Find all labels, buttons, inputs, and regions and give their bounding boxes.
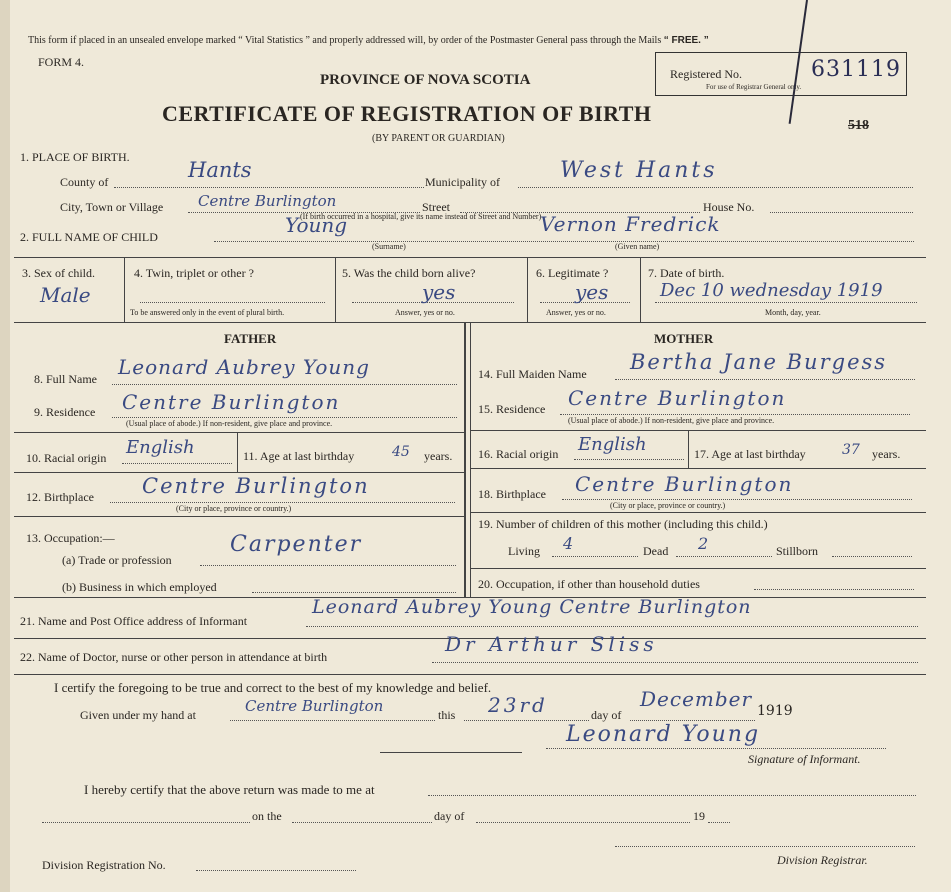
father-trade-label: (a) Trade or profession [62,553,172,567]
father-residence-value: Centre Burlington [122,390,341,414]
father-trade-line [200,565,456,566]
mother-rule-1 [470,430,926,431]
street-label: Street [422,200,450,214]
father-birthplace-line [110,502,455,503]
corner-mark: 518 [848,118,869,133]
county-label: County of [60,175,109,189]
sex-value: Male [40,283,91,307]
alive-label: 5. Was the child born alive? [342,266,476,280]
father-name-label: 8. Full Name [34,372,97,386]
mother-years: years. [872,447,901,461]
mother-living-value: 4 [563,534,574,553]
certify-text: I certify the foregoing to be true and correct to the best of my knowledge and belief. [54,680,492,695]
seal-line [380,752,522,753]
return-day-of-label: day of [434,809,465,823]
mother-rule-4 [470,568,926,569]
father-rule-2 [14,472,464,473]
registrar-caption: Division Registrar. [777,853,868,867]
father-birthplace-label: 12. Birthplace [26,490,94,504]
divider [527,257,528,322]
date-line [655,302,917,303]
twin-line [140,302,325,303]
house-label: House No. [703,200,755,214]
year-value: 1919 [757,703,793,719]
mother-residence-value: Centre Burlington [568,386,787,410]
mother-dead-line [676,556,772,557]
doctor-line [432,662,918,663]
father-residence-line [112,417,457,418]
left-margin [0,0,10,892]
father-business-label: (b) Business in which employed [62,580,217,594]
return-year-prefix: 19 [693,809,705,823]
father-age-value: 45 [392,444,410,460]
on-the-label: on the [252,809,282,823]
return-text: I hereby certify that the above return was made to me at [84,782,375,797]
father-rule-3 [14,516,464,517]
registrar-line [615,846,915,847]
mother-name-label: 14. Full Maiden Name [478,367,587,381]
signature-caption: Signature of Informant. [748,752,861,766]
father-trade-value: Carpenter [230,532,363,557]
father-years: years. [424,449,453,463]
given-place-line [230,720,435,721]
county-value: Hants [188,158,252,182]
municipality-label: Municipality of [425,175,500,189]
mother-birthplace-line [562,499,912,500]
informant-value: Leonard Aubrey Young Centre Burlington [312,596,752,618]
father-occupation-label: 13. Occupation:— [26,531,115,545]
legit-value: yes [575,280,609,304]
sex-label: 3. Sex of child. [22,266,95,280]
return-line-3 [476,822,690,823]
place-of-birth-label: 1. PLACE OF BIRTH. [20,150,130,164]
month-line [630,720,755,721]
registrar-use-note: For use of Registrar General only. [706,83,802,91]
mother-racial-line [574,459,684,460]
month-value: December [640,687,753,711]
twin-note: To be answered only in the event of plural birth. [130,308,285,317]
mother-residence-note: (Usual place of abode.) If non-resident, give place and province. [568,416,775,425]
return-line-2 [292,822,432,823]
child-name-label: 2. FULL NAME OF CHILD [20,230,158,244]
father-racial-line [122,463,232,464]
given-place-value: Centre Burlington [245,697,384,715]
mother-stillborn-label: Stillborn [776,544,819,558]
mother-dead-value: 2 [698,534,709,553]
date-note: Month, day, year. [765,308,821,317]
return-line-4 [708,822,730,823]
alive-note: Answer, yes or no. [395,308,455,317]
mother-racial-value: English [578,434,647,455]
mother-heading: MOTHER [654,331,714,346]
postal-notice [28,35,709,46]
surname-caption: (Surname) [372,242,406,251]
father-racial-value: English [126,437,195,458]
city-value: Centre Burlington [198,192,337,210]
informant-signature: Leonard Young [566,722,761,747]
child-name-line [214,241,914,242]
date-label: 7. Date of birth. [648,266,725,280]
form-number: FORM 4. [38,55,85,69]
division-no-label: Division Registration No. [42,858,166,872]
free-label: “ FREE. ” [663,35,709,46]
legit-note: Answer, yes or no. [546,308,606,317]
municipality-value: West Hants [560,158,718,183]
mother-living-label: Living [508,544,540,558]
father-residence-note: (Usual place of abode.) If non-resident, give place and province. [126,419,333,428]
father-age-label: 11. Age at last birthday [243,449,355,463]
registered-number: 631119 [811,57,901,82]
father-name-line [112,384,457,385]
father-business-line [252,592,456,593]
informant-label: 21. Name and Post Office address of Informant [20,614,248,628]
legit-label: 6. Legitimate ? [536,266,609,280]
mother-rule-3 [470,512,926,513]
twin-label: 4. Twin, triplet or other ? [134,266,254,280]
father-racial-label: 10. Racial origin [26,451,107,465]
certificate-title: CERTIFICATE OF REGISTRATION OF BIRTH [162,101,652,126]
alive-value: yes [422,280,456,304]
certificate-subtitle: (BY PARENT OR GUARDIAN) [372,133,505,144]
father-birthplace-note: (City or place, province or country.) [176,504,292,513]
mother-name-value: Bertha Jane Burgess [630,350,888,374]
county-line [114,187,424,188]
father-age-divider [237,432,238,472]
registered-box [655,52,907,96]
child-given-name: Vernon Fredrick [540,212,721,236]
details-top-rule [14,257,926,258]
postal-notice-text: This form if placed in an unsealed envelope marked “ Vital Statistics ” and properly addressed will, by order of the Postmaster General pass through the Mails [28,35,662,46]
day-value: 23rd [488,693,548,717]
registered-label: Registered No. [670,67,742,81]
return-line-1 [42,822,250,823]
parents-divider-inner [470,322,471,597]
mother-dead-label: Dead [643,544,669,558]
hospital-note: (If birth occurred in a hospital, give its name instead of Street and Number) [300,212,542,221]
given-caption: (Given name) [615,242,660,251]
mother-birthplace-note: (City or place, province or country.) [610,501,726,510]
city-label: City, Town or Village [60,200,164,214]
mother-occupation-label: 20. Occupation, if other than household duties [478,577,700,591]
signature-line [546,748,886,749]
mother-children-label: 19. Number of children of this mother (including this child.) [478,517,768,531]
mother-age-value: 37 [842,442,860,458]
mother-residence-line [560,414,910,415]
doctor-value: Dr Arthur Sliss [445,632,658,656]
division-no-line [196,870,356,871]
mother-name-line [615,379,915,380]
father-residence-label: 9. Residence [34,405,96,419]
father-name-value: Leonard Aubrey Young [118,355,370,379]
province-title: PROVINCE OF NOVA SCOTIA [320,72,531,88]
given-label: Given under my hand at [80,708,196,722]
return-place-line [428,795,916,796]
this-label: this [438,708,456,722]
mother-age-divider [688,430,689,468]
day-of-label: day of [591,708,622,722]
parents-divider [464,322,466,597]
municipality-line [518,187,913,188]
father-heading: FATHER [224,331,277,346]
divider [335,257,336,322]
date-value: Dec 10 wednesday 1919 [660,280,883,301]
mother-age-label: 17. Age at last birthday [694,447,806,461]
doctor-rule [14,674,926,675]
mother-racial-label: 16. Racial origin [478,447,559,461]
divider [640,257,641,322]
informant-line [306,626,918,627]
mother-occupation-line [754,589,914,590]
mother-residence-label: 15. Residence [478,402,546,416]
child-surname: Young [285,213,348,237]
mother-rule-2 [470,468,926,469]
day-line [464,720,589,721]
mother-stillborn-line [832,556,912,557]
doctor-label: 22. Name of Doctor, nurse or other person in attendance at birth [20,650,328,664]
mother-birthplace-value: Centre Burlington [575,472,794,496]
father-rule-1 [14,432,464,433]
house-line [770,212,913,213]
mother-birthplace-label: 18. Birthplace [478,487,546,501]
mother-living-line [552,556,638,557]
father-birthplace-value: Centre Burlington [142,474,370,498]
divider [124,257,125,322]
